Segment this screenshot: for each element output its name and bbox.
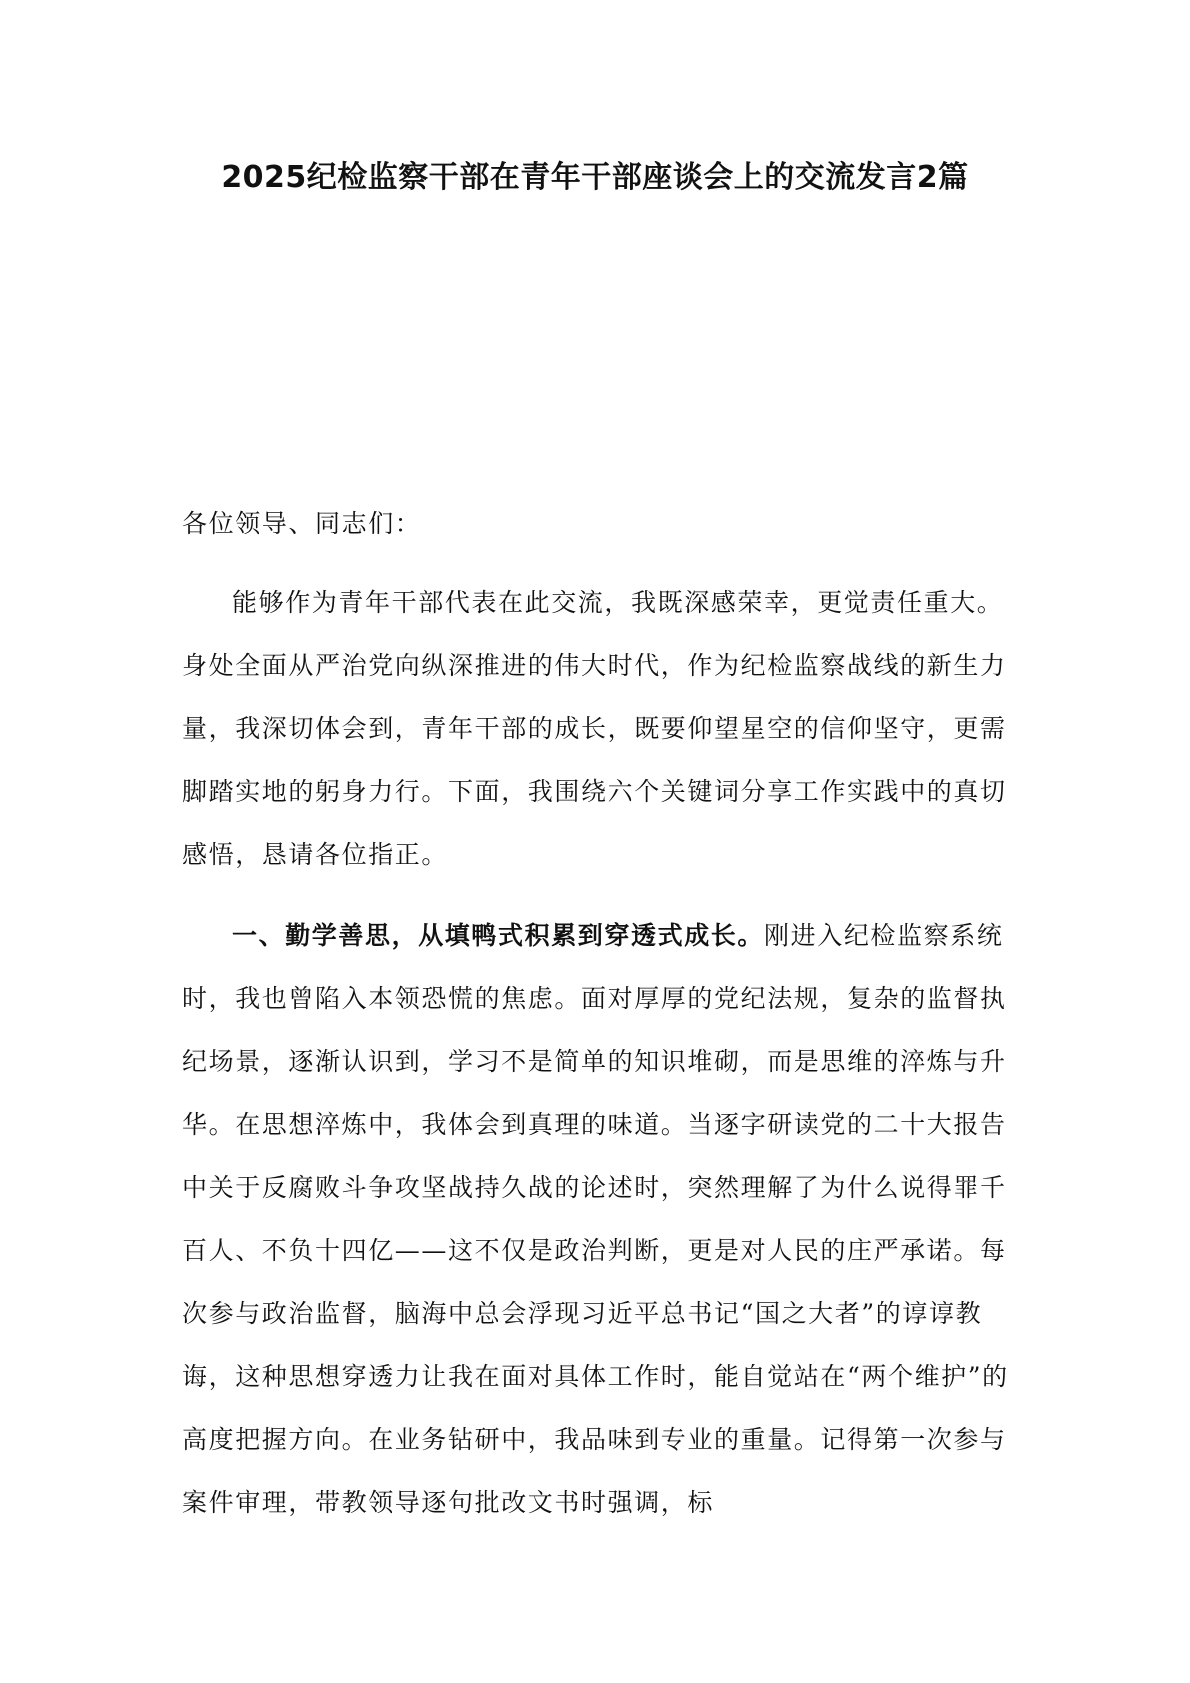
section-one-paragraph [182,904,1012,1534]
salutation: 各位领导、同志们： [182,509,422,538]
paragraph-text: 刚进入纪检监察系统时，我也曾陷入本领恐慌的焦虑。面对厚厚的党纪法规，复杂的监督执纪场景，逐渐认识到，学习不是简单的知识堆砌，而是思维的淬炼与升华。在思想淬炼中，我体会到真理的味道。当逐字研读党的二十大报告中关于反腐败斗争攻坚战持久战的论述时，突然理解了为什么说得罪千百人、不负十四亿——这不仅是政治判断，更是对人民的庄严承诺。每次参与政治监督，脑海中总会浮现习近平总书记“国之大者”的谆谆教诲，这种思想穿透力让我在面对具体工作时，能自觉站在“两个维护”的高度把握方向。在业务钻研中，我品味到专业的重量。记得第一次参与案件审理，带教领导逐句批改文书时强调，标 [182,921,1009,1517]
document-title: 2025纪检监察干部在青年干部座谈会上的交流发言2篇 [221,160,969,195]
opening-paragraph [182,571,1012,886]
paragraph-text: 能够作为青年干部代表在此交流，我既深感荣幸，更觉责任重大。身处全面从严治党向纵深推进的伟大时代，作为纪检监察战线的新生力量，我深切体会到，青年干部的成长，既要仰望星空的信仰坚守，更需脚踏实地的躬身力行。下面，我围绕六个关键词分享工作实践中的真切感悟，恳请各位指正。 [182,588,1007,869]
section-heading: 一、勤学善思，从填鸭式积累到穿透式成长。 [232,921,765,950]
document-body [182,492,1012,1534]
